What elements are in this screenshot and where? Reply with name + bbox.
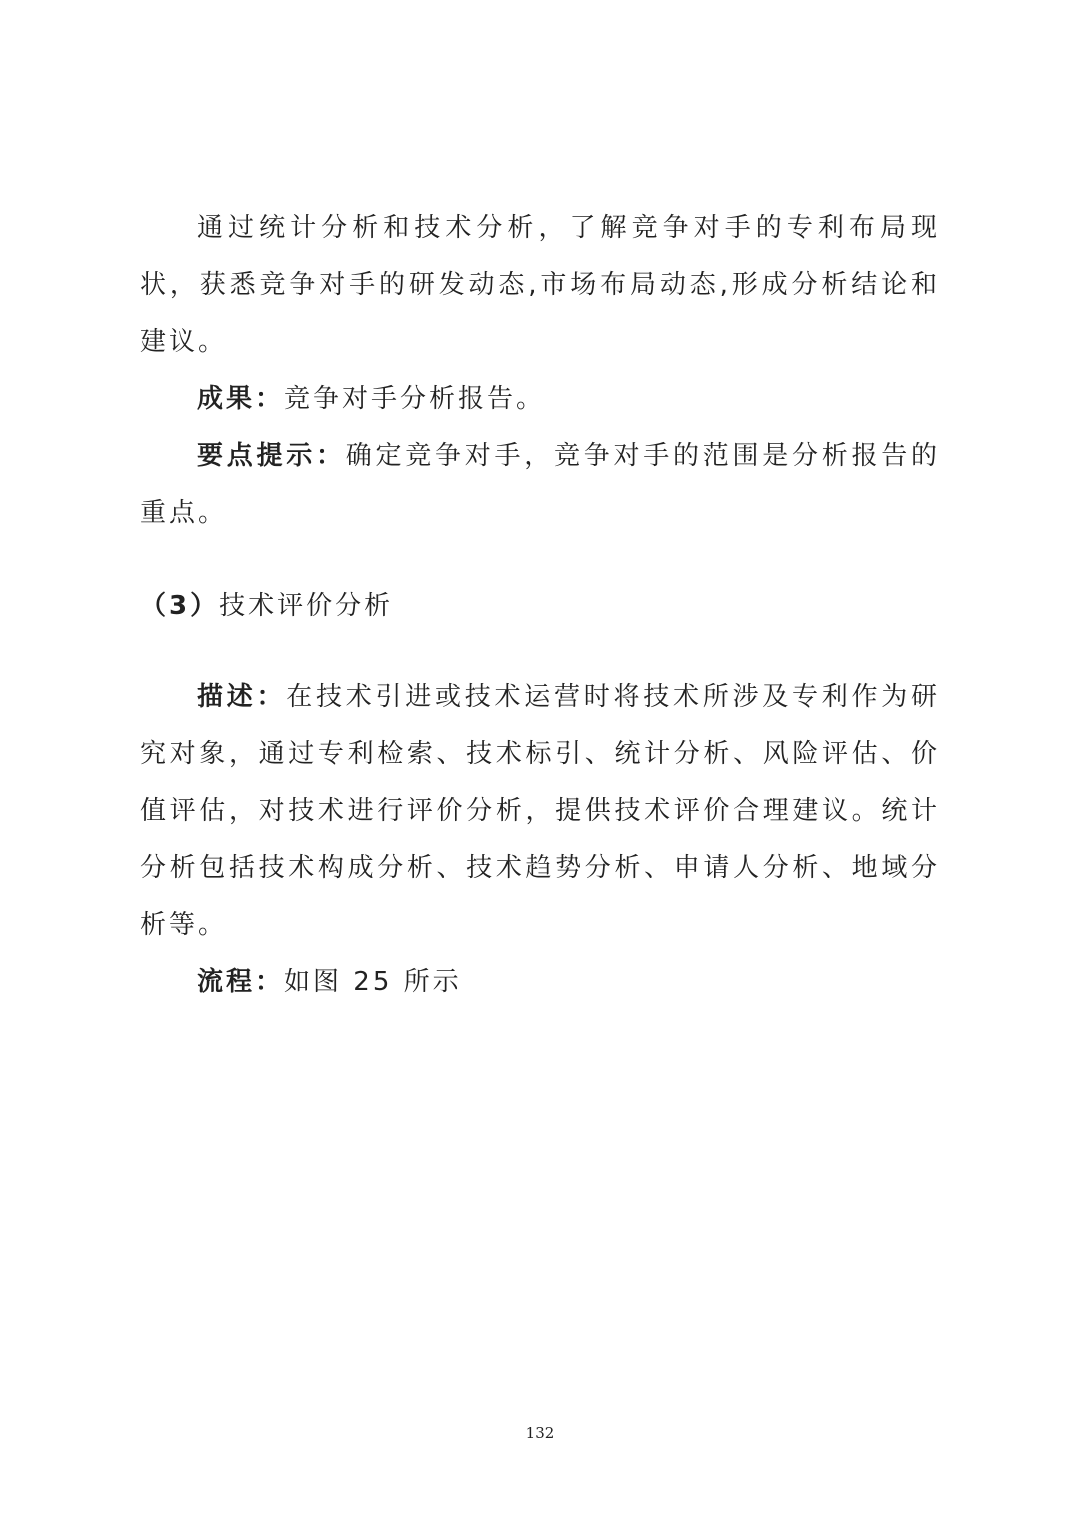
key-points-text: 确定竞争对手，竞争对手的范围是分析报告的重点。 bbox=[140, 441, 940, 528]
process-label: 流程： bbox=[197, 967, 285, 997]
deliverable-label: 成果： bbox=[197, 384, 285, 414]
description-label: 描述： bbox=[197, 682, 287, 712]
paragraph-competitor-analysis bbox=[140, 200, 940, 371]
key-points-label: 要点提示： bbox=[197, 441, 346, 471]
deliverable-text: 竞争对手分析报告。 bbox=[284, 384, 546, 414]
description-text: 在技术引进或技术运营时将技术所涉及专利作为研究对象，通过专利检索、技术标引、统计分析、风险评估、价值评估，对技术进行评价分析，提供技术评价合理建议。统计分析包括技术构成分析、技术趋势分析、申请人分析、地域分析等。 bbox=[140, 682, 940, 940]
paragraph-deliverable bbox=[140, 371, 940, 428]
page-content bbox=[140, 200, 940, 1011]
paragraph-text: 通过统计分析和技术分析，了解竞争对手的专利布局现状，获悉竞争对手的研发动态,市场布局动态,形成分析结论和建议。 bbox=[140, 213, 940, 357]
section-title: 技术评价分析 bbox=[219, 591, 394, 621]
paragraph-key-points bbox=[140, 428, 940, 542]
section-number: （3） bbox=[140, 591, 220, 621]
paragraph-process bbox=[140, 954, 940, 1011]
process-text: 如图 25 所示 bbox=[284, 967, 462, 997]
page-number: 132 bbox=[525, 1424, 555, 1442]
section-heading bbox=[140, 578, 940, 635]
paragraph-description bbox=[140, 669, 940, 954]
